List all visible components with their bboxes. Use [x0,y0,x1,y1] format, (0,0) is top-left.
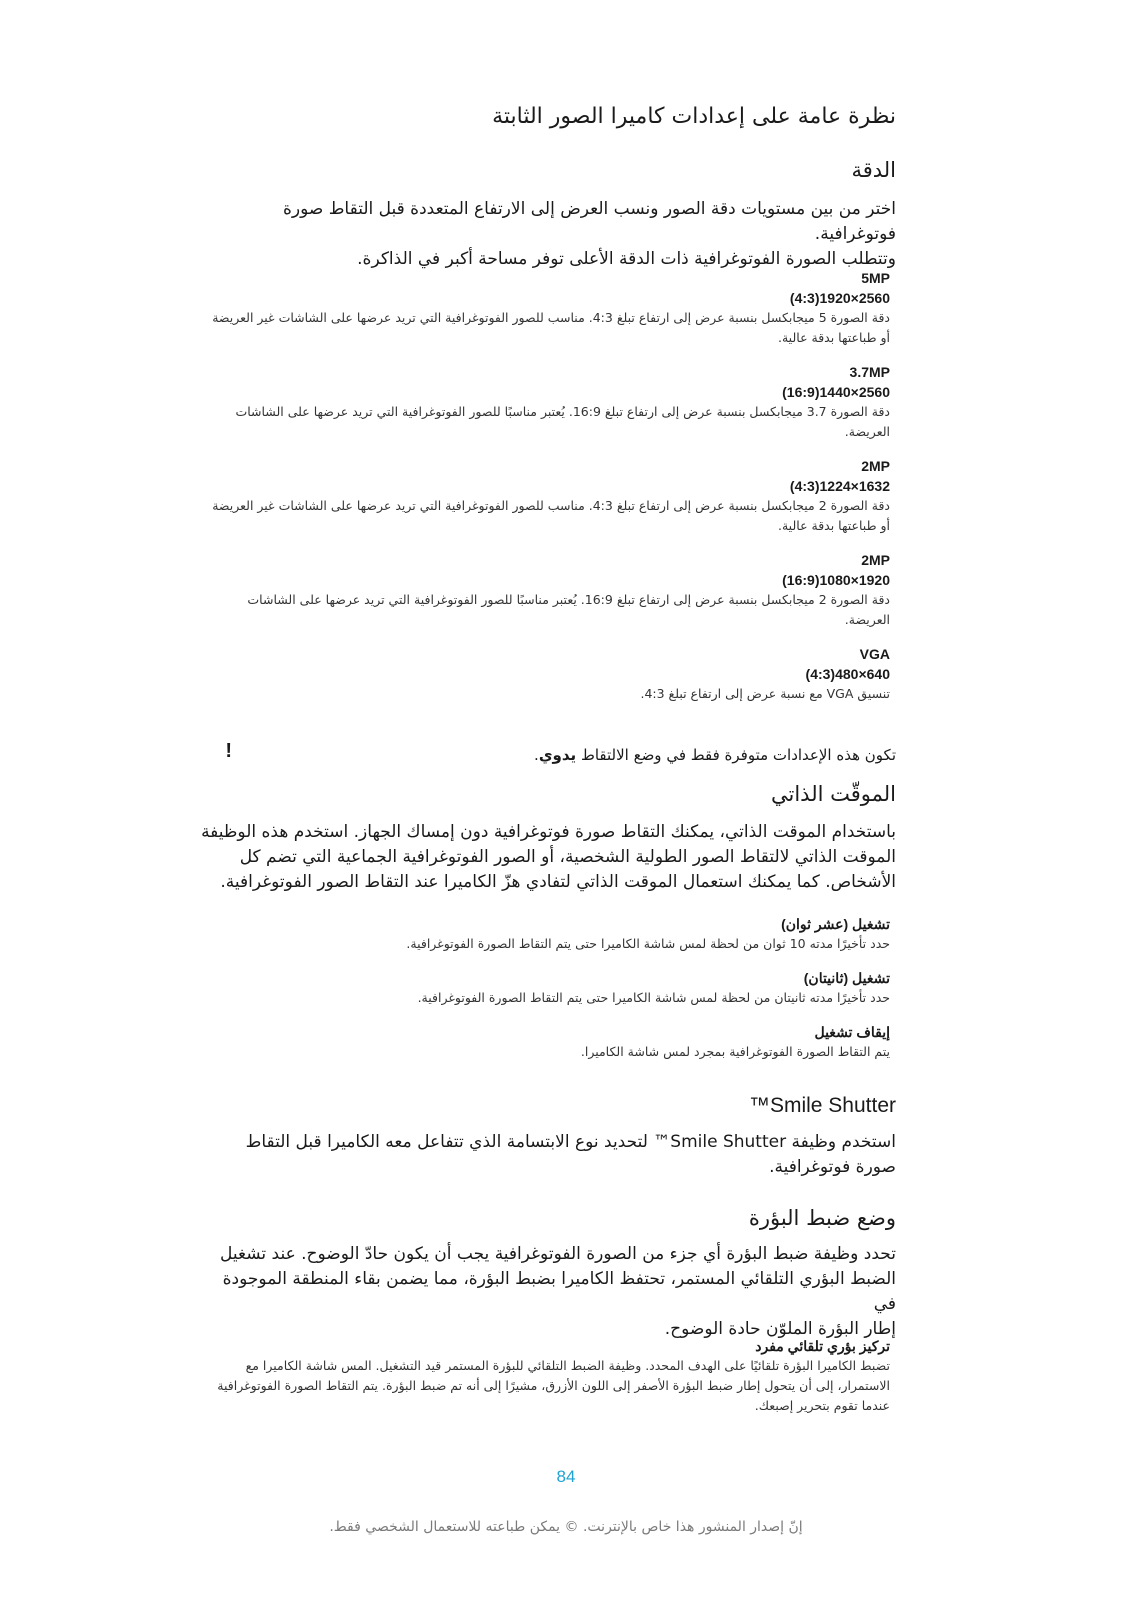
resolution-intro-line: اختر من بين مستويات دقة الصور ونسب العرض إلى الارتفاع المتعددة قبل التقاط صورة فوتوغرافية. [282,199,896,244]
self-timer-option-off [200,1022,890,1062]
document-page [200,0,896,1600]
focus-mode-intro-line: الضبط البؤري التلقائي المستمر، تحتفظ الكاميرا بضبط البؤرة، مما يضمن بقاء المنطقة الموجودة في [222,1269,896,1314]
resolution-option-5mp [200,268,890,348]
option-name: VGA [859,646,890,662]
focus-mode-intro-line: تحدد وظيفة ضبط البؤرة أي جزء من الصورة الفوتوغرافية يجب أن يكون حادّ الوضوح. عند تشغيل [220,1244,896,1264]
option-description: دقة الصورة 2 ميجابكسل بنسبة عرض إلى ارتفاع تبلغ 16:9. يُعتبر مناسبًا للصور الفوتوغرافية التي تريد عرضها على الشاشات العريضة. [247,592,890,627]
option-description: دقة الصورة 2 ميجابكسل بنسبة عرض إلى ارتفاع تبلغ 4:3. مناسب للصور الفوتوغرافية التي تريد عرضها على الشاشات غير العريضة أو طباعتها بدقة عالية. [212,498,890,533]
resolution-heading: الدقة [851,158,896,182]
self-timer-option-10s [200,914,890,954]
option-name: تشغيل (ثانيتان) [803,970,890,986]
option-size: 2560×1920(4:3) [789,290,890,306]
exclamation-icon: ! [225,740,232,762]
smile-shutter-heading: Smile Shutter™ [748,1094,896,1117]
page-title: نظرة عامة على إعدادات كاميرا الصور الثابتة [492,104,896,129]
option-name: 2MP [861,458,890,474]
focus-mode-heading: وضع ضبط البؤرة [748,1206,896,1230]
focus-mode-intro-line: إطار البؤرة الملوّن حادة الوضوح. [664,1319,896,1339]
option-size: 1920×1080(16:9) [782,572,890,588]
note-bold-text: يدوي [538,746,577,764]
manual-mode-note [200,744,896,766]
resolution-option-2mp-4-3 [200,456,890,536]
option-description: حدد تأخيرًا مدته 10 ثوان من لحظة لمس شاشة الكاميرا حتى يتم التقاط الصورة الفوتوغرافية. [406,936,890,951]
option-description: تضبط الكاميرا البؤرة تلقائيًا على الهدف المحدد. وظيفة الضبط التلقائي للبؤرة المستمر قيد التشغيل. المس شاشة الكاميرا مع الاستمرار، إلى أن يتحول إطار ضبط البؤرة الأصفر إلى اللون الأزرق، مشيرًا إلى أنه تم ضبط البؤرة. يتم التقاط الصورة الفوتوغرافية عندما تقوم بتحرير إصبعك. [217,1358,890,1413]
resolution-intro-line: وتتطلب الصورة الفوتوغرافية ذات الدقة الأعلى توفر مساحة أكبر في الذاكرة. [357,249,896,269]
resolution-option-2mp-16-9 [200,550,890,630]
option-size: 1632×1224(4:3) [789,478,890,494]
option-description: دقة الصورة 5 ميجابكسل بنسبة عرض إلى ارتفاع تبلغ 4:3. مناسب للصور الفوتوغرافية التي تريد عرضها على الشاشات غير العريضة أو طباعتها بدقة عالية. [212,310,890,345]
option-description: تنسيق VGA مع نسبة عرض إلى ارتفاع تبلغ 4:3. [640,686,890,701]
page-footer: إنّ إصدار المنشور هذا خاص بالإنترنت. © يمكن طباعته للاستعمال الشخصي فقط. [329,1519,803,1535]
self-timer-intro [200,820,896,895]
self-timer-option-2s [200,968,890,1008]
page-number: 84 [556,1467,576,1486]
option-description: يتم التقاط الصورة الفوتوغرافية بمجرد لمس شاشة الكاميرا. [580,1044,890,1059]
option-name: تشغيل (عشر ثوان) [781,916,890,932]
note-text: تكون هذه الإعدادات متوفرة فقط في وضع الالتقاط [580,746,896,764]
resolution-option-3-7mp [200,362,890,442]
option-name: تركيز بؤري تلقائي مفرد [755,1338,890,1354]
option-name: 3.7MP [849,364,890,380]
self-timer-intro-line: الأشخاص. كما يمكنك استعمال الموقت الذاتي لتفادي هزّ الكاميرا عند التقاط الصور الفوتوغرافية. [220,872,896,892]
self-timer-intro-line: الموقت الذاتي لالتقاط الصور الطولية الشخصية، أو الصور الفوتوغرافية الجماعية التي تضم كل [239,847,896,867]
self-timer-heading: الموقّت الذاتي [771,782,896,806]
note-end: . [534,746,539,764]
option-name: إيقاف تشغيل [814,1024,890,1040]
focus-option-single-af [200,1336,890,1416]
option-size: 640×480(4:3) [805,666,890,682]
self-timer-intro-line: باستخدام الموقت الذاتي، يمكنك التقاط صورة فوتوغرافية دون إمساك الجهاز. استخدم هذه الوظيفة [201,822,896,842]
option-size: 2560×1440(16:9) [782,384,890,400]
focus-mode-intro [200,1242,896,1342]
resolution-option-vga [200,644,890,704]
option-description: دقة الصورة 3.7 ميجابكسل بنسبة عرض إلى ارتفاع تبلغ 16:9. يُعتبر مناسبًا للصور الفوتوغرافية التي تريد عرضها على الشاشات العريضة. [235,404,890,439]
resolution-intro [200,197,896,272]
option-name: 5MP [861,270,890,286]
smile-shutter-intro: استخدم وظيفة Smile Shutter™ لتحديد نوع الابتسامة الذي تتفاعل معه الكاميرا قبل التقاط صورة فوتوغرافية. [245,1132,896,1177]
option-name: 2MP [861,552,890,568]
option-description: حدد تأخيرًا مدته ثانيتان من لحظة لمس شاشة الكاميرا حتى يتم التقاط الصورة الفوتوغرافية. [417,990,890,1005]
